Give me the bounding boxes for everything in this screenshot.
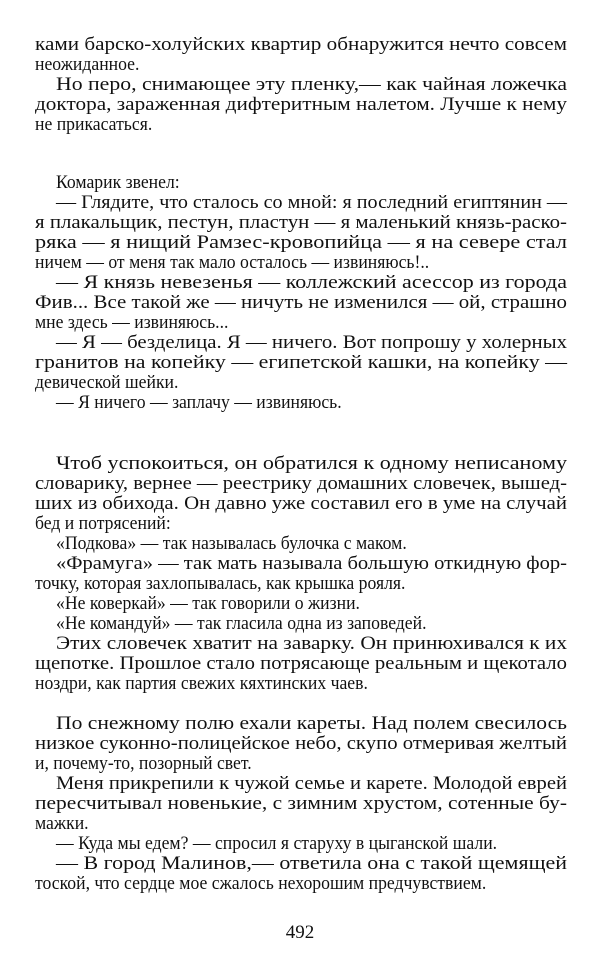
line-text: Фив... Все такой же — ничуть не изменился — ой, страшно [35, 292, 567, 313]
text-line [35, 474, 567, 494]
paragraph [35, 173, 567, 193]
paragraph [35, 854, 567, 894]
text-section [35, 714, 567, 894]
line-text: «Фрамуга» — так мать называла большую откидную фор- [56, 553, 567, 574]
paragraph [35, 594, 567, 614]
line-text: ших из обихода. Он давно уже составил его в уме на случай [35, 493, 567, 514]
paragraph [35, 834, 567, 854]
paragraph [35, 193, 567, 273]
text-line [35, 313, 567, 333]
text-line [35, 75, 567, 95]
line-text: девической шейки. [35, 372, 179, 393]
line-text: бед и потрясений: [35, 513, 171, 534]
line-text: «Не командуй» — так гласила одна из заповедей. [56, 613, 427, 634]
paragraph [35, 634, 567, 694]
text-line [35, 173, 567, 193]
text-line [35, 754, 567, 774]
text-line [35, 233, 567, 253]
line-text: ничем — от меня так мало осталось — извиняюсь!.. [35, 252, 430, 273]
line-text: низкое суконно-полицейское небо, скупо отмеривая желтый [35, 733, 567, 754]
line-text: Комарик звенел: [56, 172, 180, 193]
text-line [35, 614, 567, 634]
line-text: доктора, зараженная дифтеритным налетом. Лучше к нему [35, 94, 567, 115]
line-text: — Глядите, что сталось со мной: я последний египтянин — [56, 192, 567, 213]
text-line [35, 794, 567, 814]
text-line [35, 115, 567, 135]
paragraph [35, 333, 567, 393]
text-line [35, 854, 567, 874]
text-line [35, 774, 567, 794]
text-line [35, 554, 567, 574]
line-text: неожиданное. [35, 54, 140, 75]
text-line [35, 373, 567, 393]
line-text: мажки. [35, 813, 89, 834]
text-section [35, 454, 567, 694]
text-line [35, 814, 567, 834]
text-line [35, 834, 567, 854]
line-text: Чтоб успокоиться, он обратился к одному неписаному [56, 453, 567, 474]
text-line [35, 594, 567, 614]
line-text: По снежному полю ехали кареты. Над полем свесилось [56, 713, 567, 734]
paragraph [35, 35, 567, 75]
text-line [35, 393, 567, 413]
text-line [35, 514, 567, 534]
line-text: ряка — я нищий Рамзес-кровопийца — я на севере стал [35, 232, 567, 253]
line-text: ноздри, как партия свежих кяхтинских чаев. [35, 673, 368, 694]
line-text: — Я — безделица. Я — ничего. Вот попрошу у холерных [56, 332, 567, 353]
text-line [35, 494, 567, 514]
line-text: я плакальщик, пестун, пластун — я маленький князь-раско- [35, 212, 567, 233]
line-text: «Подкова» — так называлась булочка с маком. [56, 533, 407, 554]
paragraph [35, 714, 567, 774]
text-line [35, 293, 567, 313]
text-line [35, 273, 567, 293]
line-text: щепотке. Прошлое стало потрясающе реальным и щекотало [35, 653, 567, 674]
text-line [35, 55, 567, 75]
text-line [35, 353, 567, 373]
line-text: и, почему-то, позорный свет. [35, 753, 252, 774]
text-line [35, 734, 567, 754]
paragraph [35, 454, 567, 534]
page-text [35, 35, 567, 894]
text-line [35, 35, 567, 55]
line-text: не прикасаться. [35, 114, 153, 135]
text-section [35, 173, 567, 413]
line-text: Меня прикрепили к чужой семье и карете. Молодой еврей [56, 773, 567, 794]
text-line [35, 654, 567, 674]
paragraph [35, 554, 567, 594]
paragraph [35, 75, 567, 135]
line-text: гранитов на копейку — египетской кашки, на копейку — [35, 352, 567, 373]
paragraph [35, 534, 567, 554]
text-line [35, 95, 567, 115]
page-number: 492 [285, 922, 315, 943]
text-line [35, 674, 567, 694]
line-text: мне здесь — извиняюсь... [35, 312, 229, 333]
text-line [35, 714, 567, 734]
text-line [35, 253, 567, 273]
line-text: пересчитывал новенькие, с зимним хрустом, сотенные бу- [35, 793, 567, 814]
line-text: — Я ничего — заплачу — извиняюсь. [56, 392, 342, 413]
line-text: тоской, что сердце мое сжалось нехорошим предчувствием. [35, 873, 487, 894]
text-line [35, 534, 567, 554]
paragraph [35, 774, 567, 834]
line-text: Но перо, снимающее эту пленку,— как чайная ложечка [56, 74, 567, 95]
line-text: Этих словечек хватит на заварку. Он принюхивался к их [56, 633, 567, 654]
text-line [35, 333, 567, 353]
line-text: — Куда мы едем? — спросил я старуху в цыганской шали. [56, 833, 498, 854]
paragraph [35, 393, 567, 413]
text-line [35, 634, 567, 654]
line-text: ками барско-холуйских квартир обнаружится нечто совсем [35, 34, 567, 55]
line-text: — Я князь невезенья — коллежский асессор из города [56, 272, 567, 293]
text-line [35, 574, 567, 594]
line-text: «Не коверкай» — так говорили о жизни. [56, 593, 360, 614]
line-text: словарику, вернее — реестрику домашних словечек, вышед- [35, 473, 567, 494]
text-line [35, 454, 567, 474]
text-line [35, 193, 567, 213]
line-text: — В город Малинов,— ответила она с такой щемящей [56, 853, 567, 874]
paragraph [35, 273, 567, 333]
paragraph [35, 614, 567, 634]
line-text: точку, которая захлопывалась, как крышка рояля. [35, 573, 406, 594]
text-section [35, 35, 567, 135]
text-line [35, 213, 567, 233]
text-line [35, 874, 567, 894]
